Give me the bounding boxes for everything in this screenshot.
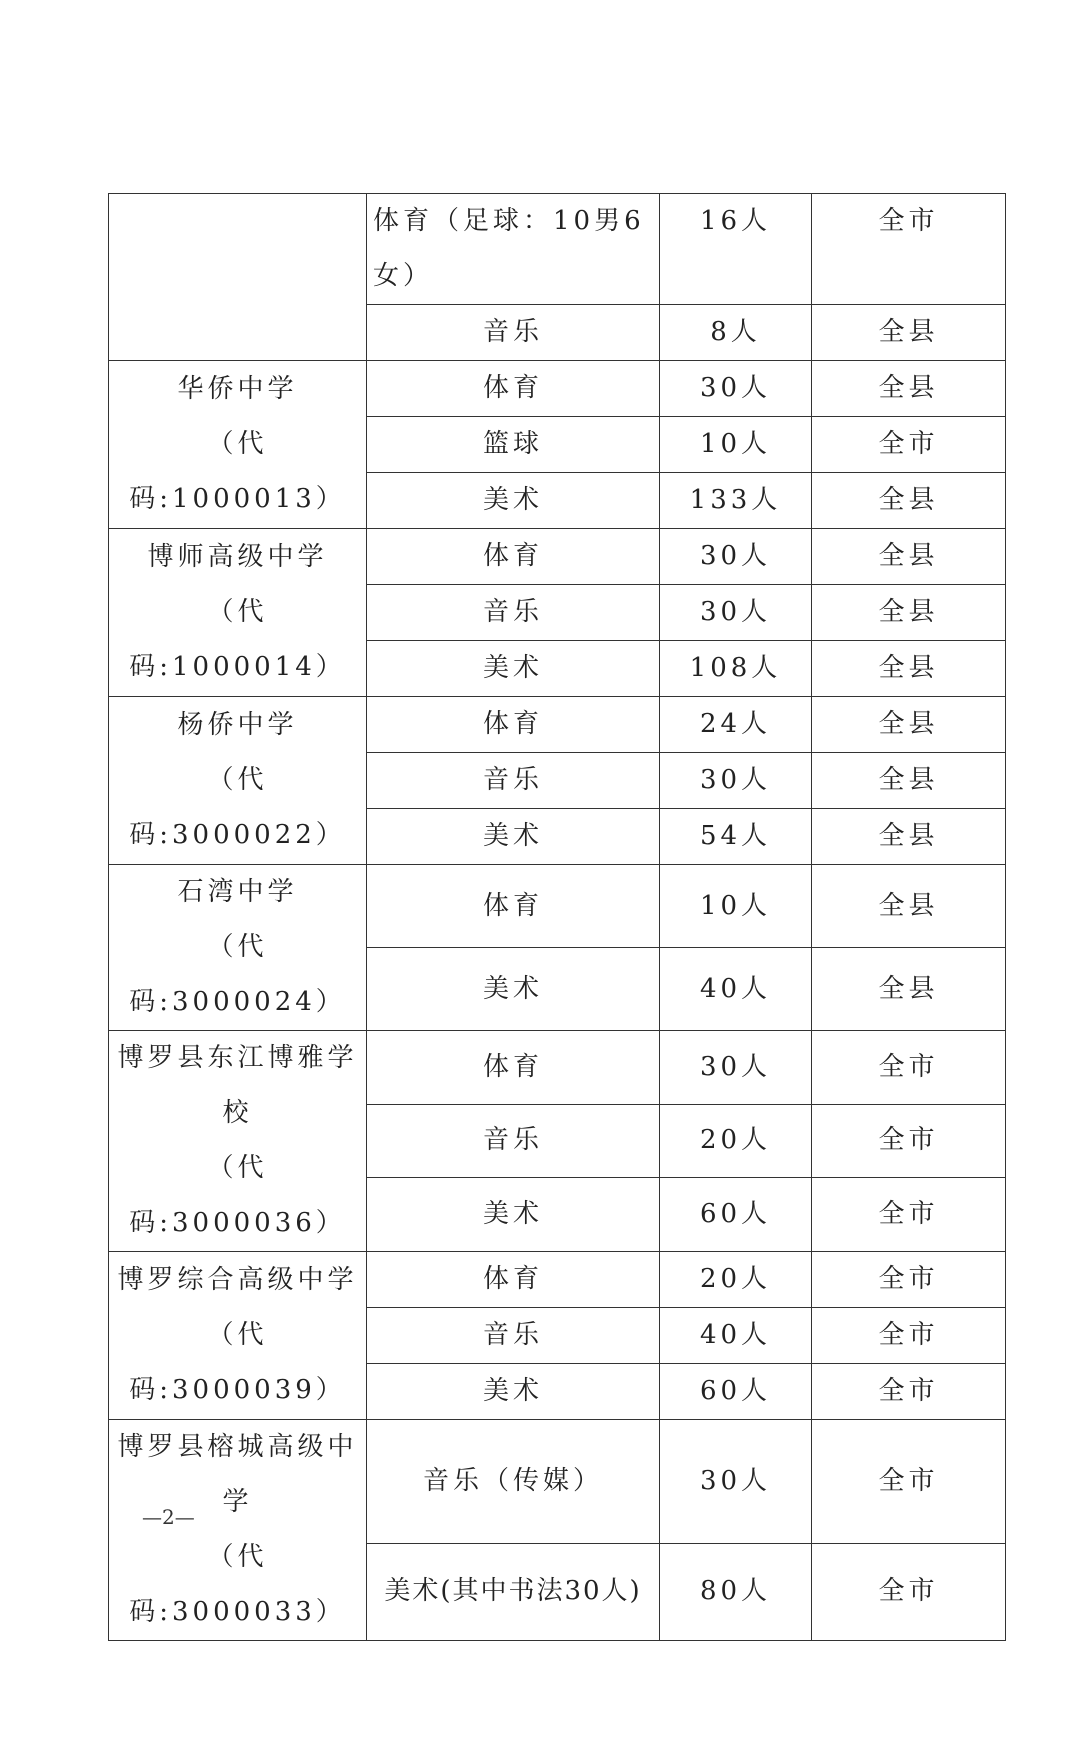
school-cell [109, 1031, 367, 1252]
school-name: 博罗综合高级中学 [117, 1265, 358, 1295]
subject-cell: 美术 [367, 1178, 660, 1252]
quota-table [108, 193, 1006, 1641]
subject-cell: 体育 [367, 1031, 660, 1105]
school-cell [109, 1252, 367, 1420]
subject-cell: 音乐 [367, 585, 660, 641]
subject-cell: 体育 [367, 529, 660, 585]
school-code: （代码:1000013） [129, 429, 346, 514]
scope-cell: 全县 [812, 865, 1006, 948]
quota-cell: 10人 [660, 417, 812, 473]
scope-cell: 全县 [812, 361, 1006, 417]
scope-cell: 全县 [812, 529, 1006, 585]
table-row [109, 697, 1006, 753]
table-row [109, 194, 1006, 305]
subject-cell: 音乐（传媒） [367, 1420, 660, 1544]
subject-cell: 美术 [367, 948, 660, 1031]
quota-cell: 30人 [660, 585, 812, 641]
table-row [109, 865, 1006, 948]
school-code: （代码:3000039） [129, 1320, 346, 1405]
school-cell [109, 1420, 367, 1641]
subject-cell: 音乐 [367, 1308, 660, 1364]
quota-cell: 108人 [660, 641, 812, 697]
subject-cell: 体育（足球：10男6女） [367, 194, 660, 305]
quota-cell: 30人 [660, 361, 812, 417]
subject-cell: 体育 [367, 361, 660, 417]
quota-cell: 80人 [660, 1543, 812, 1640]
quota-cell: 40人 [660, 1308, 812, 1364]
subject-cell: 体育 [367, 1252, 660, 1308]
quota-cell: 8人 [660, 305, 812, 361]
quota-cell: 60人 [660, 1364, 812, 1420]
school-name: 华侨中学 [177, 374, 298, 404]
subject-cell: 体育 [367, 697, 660, 753]
scope-cell: 全县 [812, 473, 1006, 529]
quota-cell: 10人 [660, 865, 812, 948]
scope-cell: 全市 [812, 1104, 1006, 1178]
school-name: 石湾中学 [177, 877, 298, 907]
subject-cell: 音乐 [367, 753, 660, 809]
scope-cell: 全市 [812, 1420, 1006, 1544]
school-code: （代码:1000014） [129, 597, 346, 682]
quota-cell: 20人 [660, 1252, 812, 1308]
quota-cell: 54人 [660, 809, 812, 865]
school-code: （代码:3000036） [129, 1153, 346, 1238]
quota-cell: 20人 [660, 1104, 812, 1178]
scope-cell: 全市 [812, 1252, 1006, 1308]
page-number: —2— [142, 1505, 195, 1529]
quota-cell: 133人 [660, 473, 812, 529]
school-name: 杨侨中学 [177, 710, 298, 740]
scope-cell: 全县 [812, 641, 1006, 697]
school-cell [109, 697, 367, 865]
scope-cell: 全市 [812, 194, 1006, 305]
table-row [109, 1031, 1006, 1105]
quota-cell: 30人 [660, 1031, 812, 1105]
school-code: （代码:3000033） [129, 1542, 346, 1627]
school-code: （代码:3000022） [129, 765, 346, 850]
quota-cell: 16人 [660, 194, 812, 305]
table-row [109, 1420, 1006, 1544]
subject-cell: 美术 [367, 1364, 660, 1420]
subject-cell: 美术(其中书法30人) [367, 1543, 660, 1640]
quota-cell: 60人 [660, 1178, 812, 1252]
school-name: 博罗县榕城高级中学 [117, 1432, 358, 1517]
quota-cell: 40人 [660, 948, 812, 1031]
quota-cell: 24人 [660, 697, 812, 753]
scope-cell: 全市 [812, 1364, 1006, 1420]
scope-cell: 全县 [812, 697, 1006, 753]
school-code: （代码:3000024） [129, 932, 346, 1017]
subject-cell: 体育 [367, 865, 660, 948]
school-cell [109, 529, 367, 697]
scope-cell: 全市 [812, 417, 1006, 473]
scope-cell: 全县 [812, 585, 1006, 641]
scope-cell: 全市 [812, 1178, 1006, 1252]
school-cell [109, 865, 367, 1031]
subject-cell: 音乐 [367, 305, 660, 361]
scope-cell: 全县 [812, 809, 1006, 865]
scope-cell: 全市 [812, 1031, 1006, 1105]
scope-cell: 全县 [812, 305, 1006, 361]
scope-cell: 全市 [812, 1308, 1006, 1364]
subject-cell: 美术 [367, 473, 660, 529]
subject-cell: 音乐 [367, 1104, 660, 1178]
scope-cell: 全市 [812, 1543, 1006, 1640]
school-cell [109, 361, 367, 529]
school-name: 博师高级中学 [147, 542, 328, 572]
school-name: 博罗县东江博雅学校 [117, 1043, 358, 1128]
subject-cell: 美术 [367, 641, 660, 697]
scope-cell: 全县 [812, 753, 1006, 809]
subject-cell: 美术 [367, 809, 660, 865]
subject-cell: 篮球 [367, 417, 660, 473]
table-row [109, 1252, 1006, 1308]
table-row [109, 529, 1006, 585]
table-row [109, 361, 1006, 417]
quota-cell: 30人 [660, 529, 812, 585]
quota-cell: 30人 [660, 753, 812, 809]
school-cell [109, 194, 367, 361]
quota-cell: 30人 [660, 1420, 812, 1544]
scope-cell: 全县 [812, 948, 1006, 1031]
